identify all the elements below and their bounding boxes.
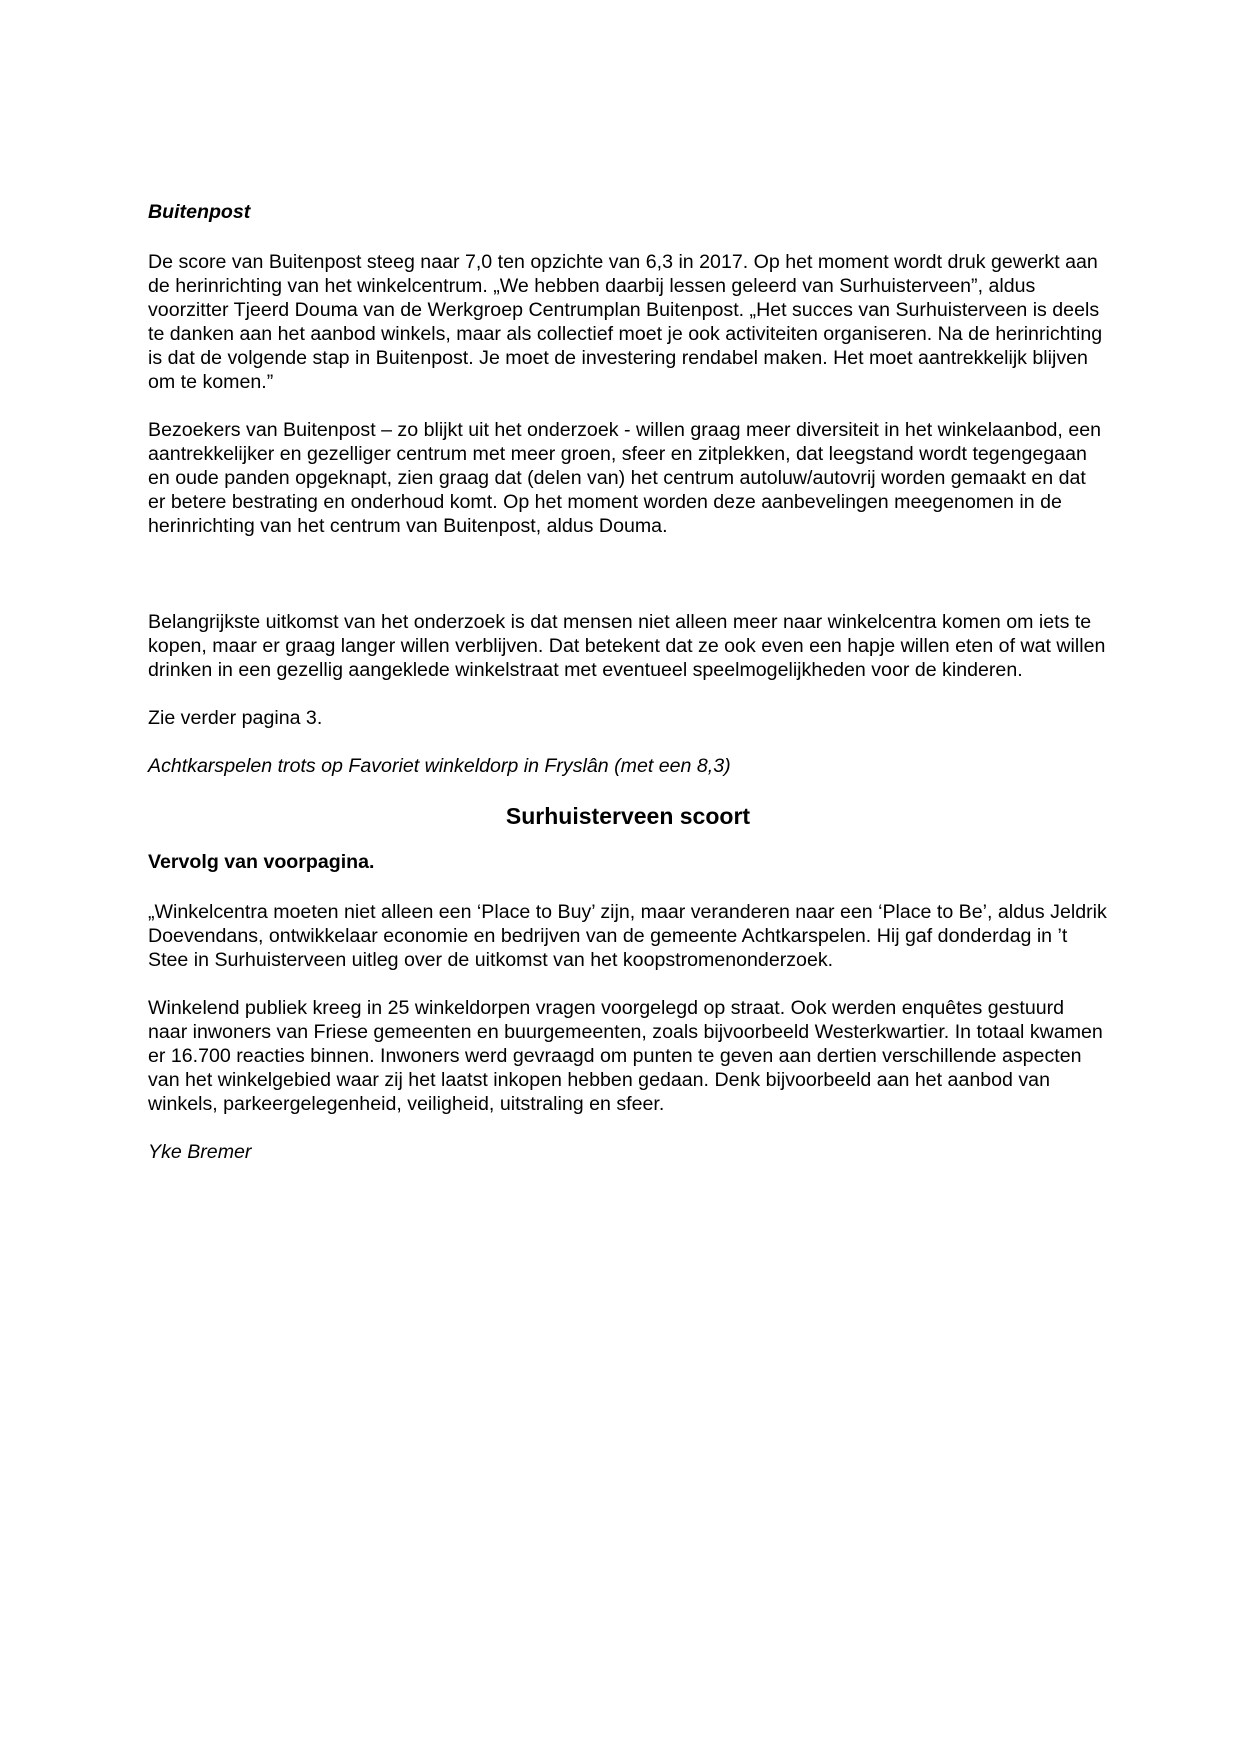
section-title-buitenpost: Buitenpost bbox=[148, 201, 251, 223]
paragraph-winkelend-publiek: Winkelend publiek kreeg in 25 winkeldorpen vragen voorgelegd op straat. Ook werden enquêtes gestuurd naar inwoners van Friese gemeenten en buurgemeenten, zoals bijvoorbeeld Westerkwartier. In totaal kwamen er 16.700 reacties binnen. Inwoners werd gevraagd om punten te geven aan dertien verschillende aspecten van het winkelgebied waar zij het laatst inkopen hebben gedaan. Denk bijvoorbeeld aan het aanbod van winkels, parkeergelegenheid, veiligheid, uitstraling en sfeer. bbox=[148, 997, 1103, 1115]
paragraph-bezoekers: Bezoekers van Buitenpost – zo blijkt uit het onderzoek - willen graag meer diversiteit in het winkelaanbod, een aantrekkelijker en gezelliger centrum met meer groen, sfeer en zitplekken, dat leegstand wordt tegengegaan en oude panden opgeknapt, zien graag dat (delen van) het centrum autoluw/autovrij worden gemaakt en dat er betere bestrating en onderhoud komt. Op het moment worden deze aanbevelingen meegenomen in de herinrichting van het centrum van Buitenpost, aldus Douma. bbox=[148, 419, 1102, 537]
paragraph-zie-verder: Zie verder pagina 3. bbox=[148, 707, 323, 729]
paragraph-belangrijkste-uitkomst: Belangrijkste uitkomst van het onderzoek is dat mensen niet alleen meer naar winkelcentra komen om iets te kopen, maar er graag langer willen verblijven. Dat betekent dat ze ook even een hapje willen eten of wat willen drinken in een gezellig aangeklede winkelstraat met eventueel speelmogelijkheden voor de kinderen. bbox=[148, 611, 1106, 681]
caption-favoriet-winkeldorp: Achtkarspelen trots op Favoriet winkeldorp in Fryslân (met een 8,3) bbox=[148, 755, 731, 777]
article-author: Yke Bremer bbox=[148, 1141, 252, 1163]
article-headline: Surhuisterveen scoort bbox=[505, 803, 751, 829]
article-subhead: Vervolg van voorpagina. bbox=[148, 851, 375, 873]
paragraph-score-buitenpost: De score van Buitenpost steeg naar 7,0 ten opzichte van 6,3 in 2017. Op het moment wordt druk gewerkt aan de herinrichting van het winkelcentrum. „We hebben daarbij lessen geleerd van Surhuisterveen”, aldus voorzitter Tjeerd Douma van de Werkgroep Centrumplan Buitenpost. „Het succes van Surhuisterveen is deels te danken aan het aanbod winkels, maar als collectief moet je ook activiteiten organiseren. Na de herinrichting is dat de volgende stap in Buitenpost. Je moet de investering rendabel maken. Het moet aantrekkelijk blijven om te komen.” bbox=[148, 251, 1103, 393]
document-page bbox=[148, 200, 1108, 1188]
paragraph-place-to-be: „Winkelcentra moeten niet alleen een ‘Place to Buy’ zijn, maar veranderen naar een ‘Place to Be’, aldus Jeldrik Doevendans, ontwikkelaar economie en bedrijven van de gemeente Achtkarspelen. Hij gaf donderdag in ’t Stee in Surhuisterveen uitleg over de uitkomst van het koopstromenonderzoek. bbox=[148, 901, 1107, 971]
